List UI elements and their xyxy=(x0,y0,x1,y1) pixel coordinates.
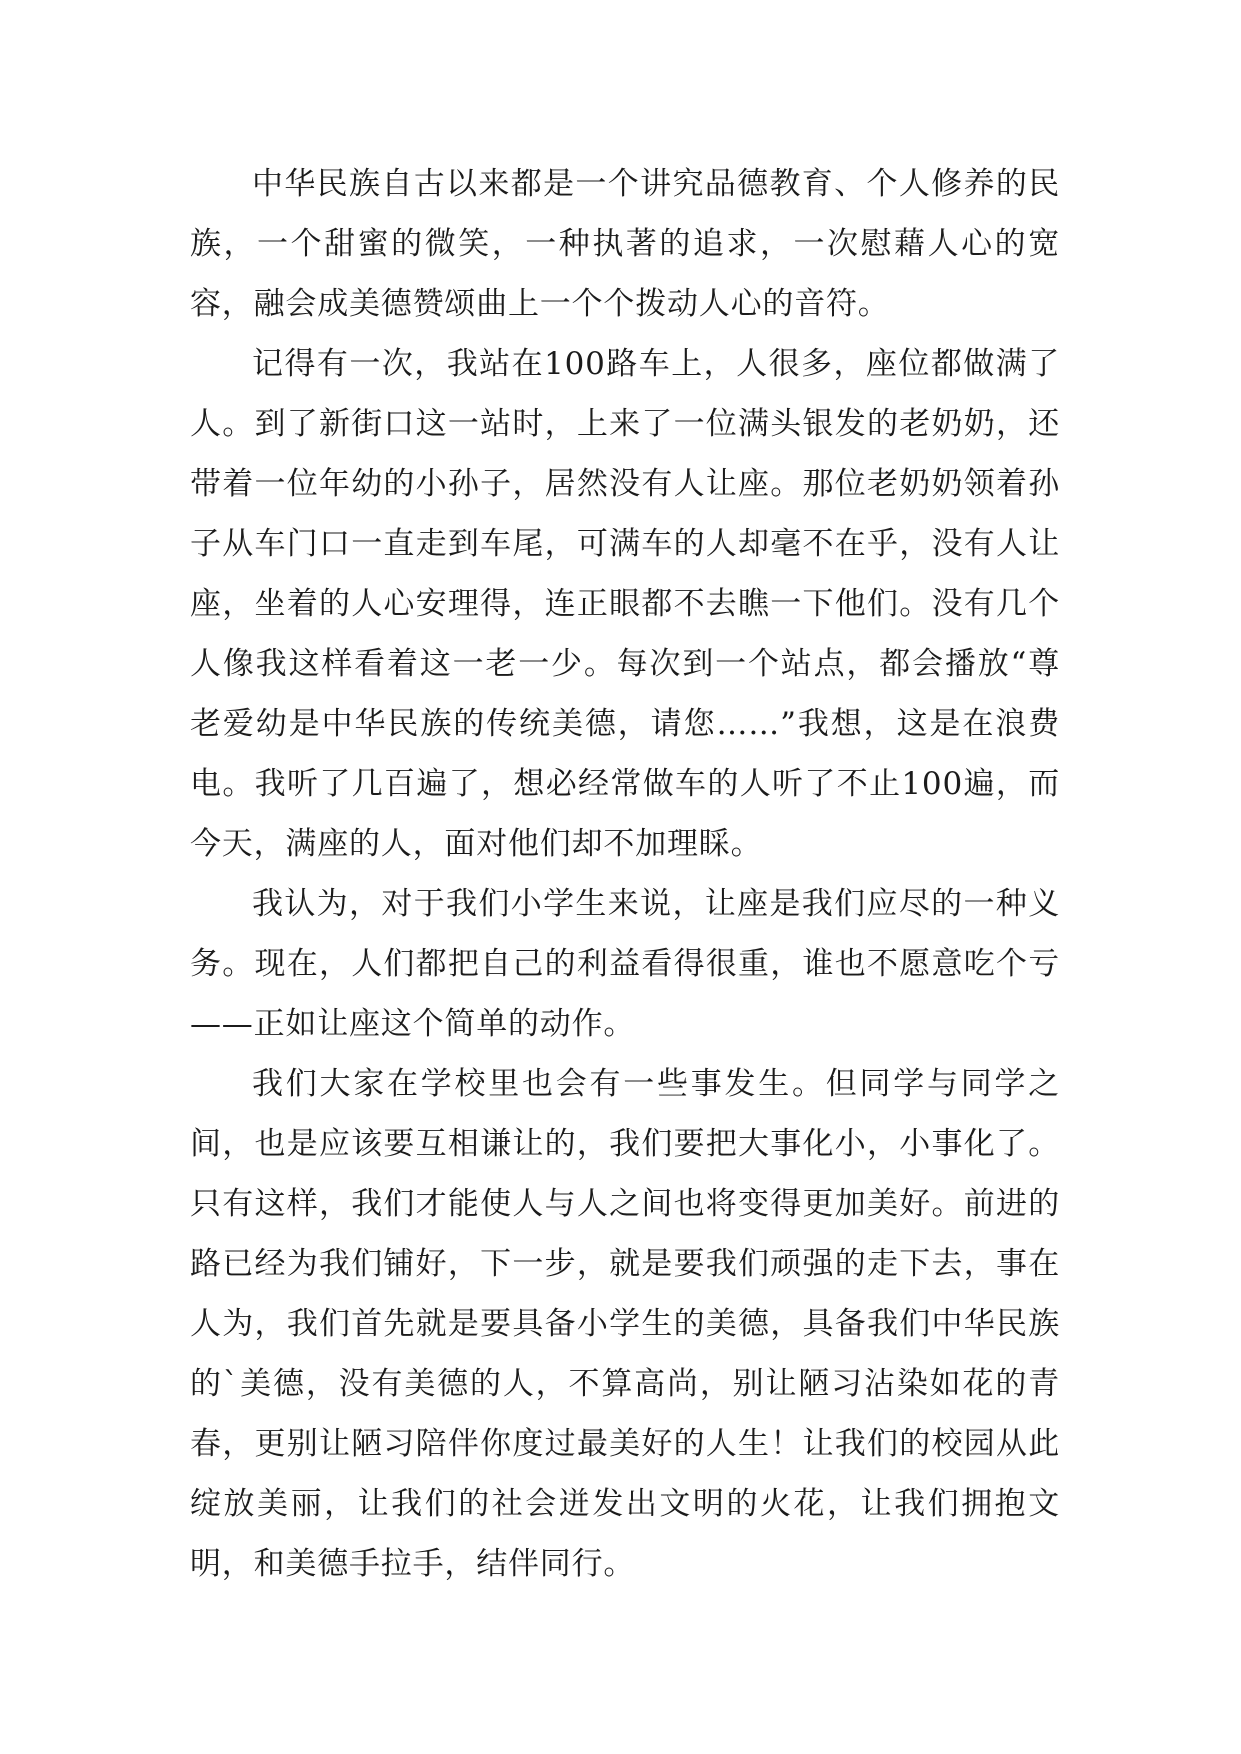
paragraph-3: 我认为，对于我们小学生来说，让座是我们应尽的一种义务。现在，人们都把自己的利益看得很重，谁也不愿意吃个亏——正如让座这个简单的动作。 xyxy=(190,886,1060,1042)
paragraph-2: 记得有一次，我站在100路车上，人很多，座位都做满了人。到了新街口这一站时，上来了一位满头银发的老奶奶，还带着一位年幼的小孙子，居然没有人让座。那位老奶奶领着孙子从车门口一直走到车尾，可满车的人却毫不在乎，没有人让座，坐着的人心安理得，连正眼都不去瞧一下他们。没有几个人像我这样看着这一老一少。每次到一个站点，都会播放“尊老爱幼是中华民族的传统美德，请您……”我想，这是在浪费电。我听了几百遍了，想必经常做车的人听了不止100遍，而今天，满座的人，面对他们却不加理睬。 xyxy=(190,346,1060,862)
paragraph-1: 中华民族自古以来都是一个讲究品德教育、个人修养的民族，一个甜蜜的微笑，一种执著的追求，一次慰藉人心的宽容，融会成美德赞颂曲上一个个拨动人心的音符。 xyxy=(190,166,1060,322)
paragraph-4: 我们大家在学校里也会有一些事发生。但同学与同学之间，也是应该要互相谦让的，我们要把大事化小，小事化了。只有这样，我们才能使人与人之间也将变得更加美好。前进的路已经为我们铺好，下一步，就是要我们顽强的走下去，事在人为，我们首先就是要具备小学生的美德，具备我们中华民族的`美德，没有美德的人，不算高尚，别让陋习沾染如花的青春，更别让陋习陪伴你度过最美好的人生！让我们的校园从此绽放美丽，让我们的社会迸发出文明的火花，让我们拥抱文明，和美德手拉手，结伴同行。 xyxy=(190,1066,1060,1582)
document-body xyxy=(190,154,1060,1594)
